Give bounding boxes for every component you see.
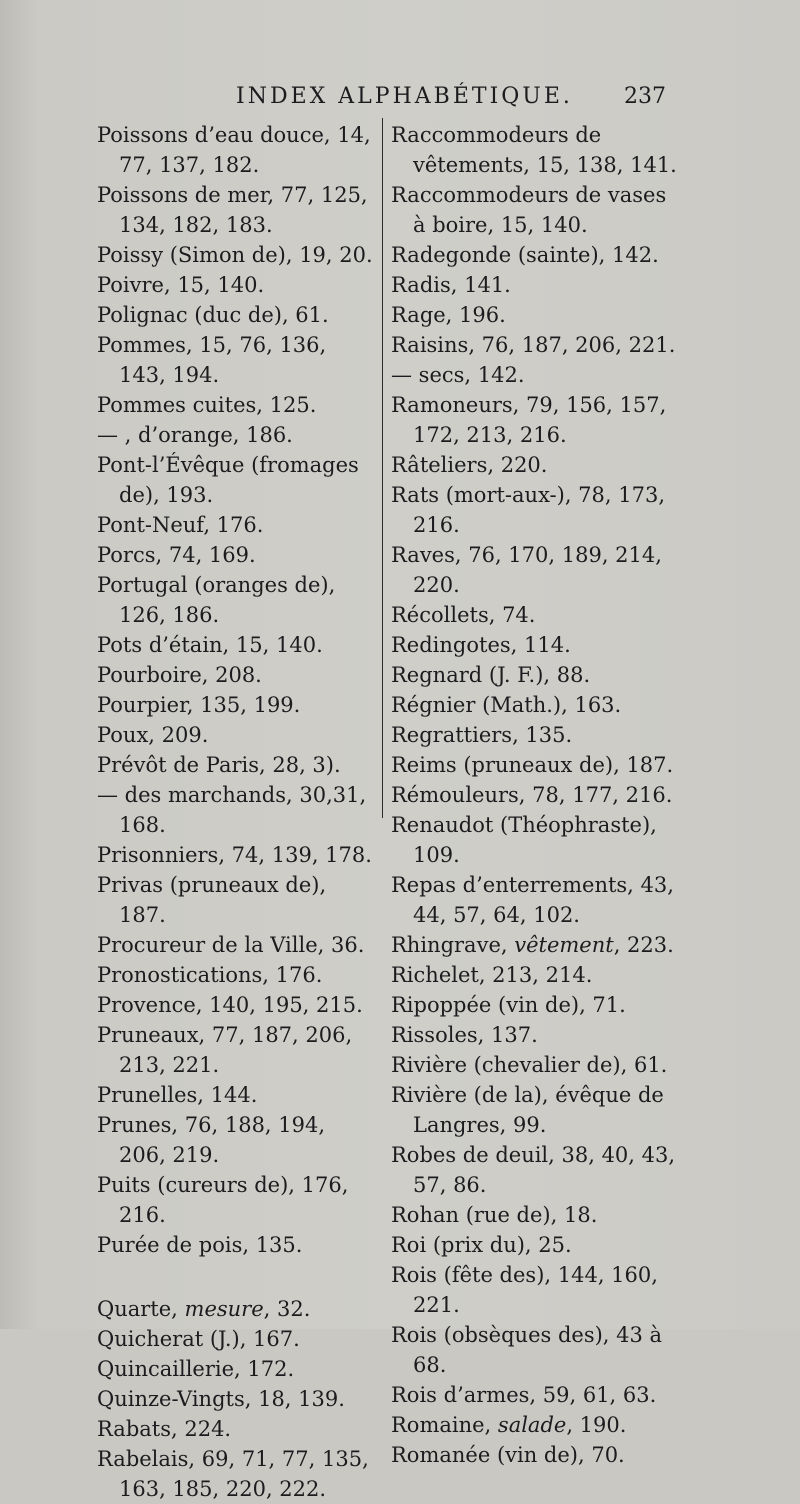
index-entry: Porcs, 74, 169. bbox=[97, 543, 256, 567]
left-column bbox=[97, 120, 375, 1504]
entry-tail: , 223. bbox=[613, 933, 674, 957]
index-entry: Prévôt de Paris, 28, 3). bbox=[97, 753, 341, 777]
index-entry: Renaudot (Théophraste), 109. bbox=[391, 813, 657, 867]
index-entry: Polignac (duc de), 61. bbox=[97, 303, 329, 327]
index-entry: Poivre, 15, 140. bbox=[97, 273, 265, 297]
index-entry: Rage, 196. bbox=[391, 303, 506, 327]
index-entry: Privas (pruneaux de), 187. bbox=[97, 873, 327, 927]
index-entry: Râteliers, 220. bbox=[391, 453, 548, 477]
index-entry: Radegonde (sainte), 142. bbox=[391, 243, 659, 267]
index-entry: Pont-l’Évêque (fromages de), 193. bbox=[97, 453, 359, 507]
index-entry: Quicherat (J.), 167. bbox=[97, 1327, 300, 1351]
index-entry: Pommes, 15, 76, 136, 143, 194. bbox=[97, 333, 327, 387]
column-divider bbox=[382, 118, 383, 818]
index-entry: Raccommodeurs de vêtements, 15, 138, 141. bbox=[391, 123, 677, 177]
index-entry: Redingotes, 114. bbox=[391, 633, 571, 657]
right-column bbox=[391, 120, 681, 1470]
index-entry: Rémouleurs, 78, 177, 216. bbox=[391, 783, 673, 807]
index-entry: Regrattiers, 135. bbox=[391, 723, 573, 747]
index-entry: Pont-Neuf, 176. bbox=[97, 513, 264, 537]
index-entry: Poissons de mer, 77, 125, 134, 182, 183. bbox=[97, 183, 368, 237]
index-entry: Pruneaux, 77, 187, 206, 213, 221. bbox=[97, 1023, 353, 1077]
index-entry: Prisonniers, 74, 139, 178. bbox=[97, 843, 372, 867]
index-entry: Rissoles, 137. bbox=[391, 1023, 538, 1047]
entry-tail: , 32. bbox=[263, 1297, 311, 1321]
entry-italic: salade bbox=[497, 1413, 567, 1437]
index-entry: Rabats, 224. bbox=[97, 1417, 232, 1441]
index-title: INDEX ALPHABÉTIQUE. bbox=[236, 84, 573, 109]
index-entry: Rivière (chevalier de), 61. bbox=[391, 1053, 668, 1077]
index-entry: Rats (mort-aux-), 78, 173, 216. bbox=[391, 483, 666, 537]
index-entry: Repas d’enterrements, 43, 44, 57, 64, 102. bbox=[391, 873, 674, 927]
index-entry bbox=[391, 1410, 681, 1440]
index-entry: Récollets, 74. bbox=[391, 603, 536, 627]
index-entry: Poissons d’eau douce, 14, 77, 137, 182. bbox=[97, 123, 371, 177]
index-entry: Régnier (Math.), 163. bbox=[391, 693, 622, 717]
index-entry: Purée de pois, 135. bbox=[97, 1233, 303, 1257]
index-entry: Ramoneurs, 79, 156, 157, 172, 213, 216. bbox=[391, 393, 667, 447]
index-entry: Pots d’étain, 15, 140. bbox=[97, 633, 323, 657]
index-entry: Rois (fête des), 144, 160, 221. bbox=[391, 1263, 658, 1317]
entry-head: Romaine, bbox=[391, 1413, 498, 1437]
index-entry: Ripoppée (vin de), 71. bbox=[391, 993, 626, 1017]
index-entry bbox=[97, 1294, 375, 1324]
index-entry: Portugal (oranges de), 126, 186. bbox=[97, 573, 336, 627]
running-header bbox=[236, 84, 666, 114]
entry-head: Rhingrave, bbox=[391, 933, 515, 957]
index-entry: Robes de deuil, 38, 40, 43, 57, 86. bbox=[391, 1143, 676, 1197]
index-entry: Procureur de la Ville, 36. bbox=[97, 933, 365, 957]
index-entry: Puits (cureurs de), 176, 216. bbox=[97, 1173, 349, 1227]
index-entry: Prunes, 76, 188, 194, 206, 219. bbox=[97, 1113, 326, 1167]
index-entry: — secs, 142. bbox=[391, 363, 525, 387]
index-entry: Quincaillerie, 172. bbox=[97, 1357, 295, 1381]
index-entry: Rois d’armes, 59, 61, 63. bbox=[391, 1383, 657, 1407]
index-entry: Pommes cuites, 125. bbox=[97, 393, 317, 417]
entry-tail: , 190. bbox=[566, 1413, 627, 1437]
index-entry bbox=[391, 930, 681, 960]
entry-head: Quarte, bbox=[97, 1297, 185, 1321]
entry-italic: vêtement bbox=[514, 933, 614, 957]
index-entry: Poissy (Simon de), 19, 20. bbox=[97, 243, 373, 267]
index-entry: Provence, 140, 195, 215. bbox=[97, 993, 363, 1017]
index-entry: Raisins, 76, 187, 206, 221. bbox=[391, 333, 676, 357]
page-number: 237 bbox=[624, 84, 666, 109]
index-entry: — , d’orange, 186. bbox=[97, 423, 293, 447]
index-entry: Pourpier, 135, 199. bbox=[97, 693, 301, 717]
index-entry: — des marchands, 30,31, 168. bbox=[97, 783, 367, 837]
index-entry: Pourboire, 208. bbox=[97, 663, 262, 687]
index-entry: Roi (prix du), 25. bbox=[391, 1233, 572, 1257]
index-entry: Rohan (rue de), 18. bbox=[391, 1203, 598, 1227]
index-entry: Reims (pruneaux de), 187. bbox=[391, 753, 674, 777]
index-entry: Rois (obsèques des), 43 à 68. bbox=[391, 1323, 663, 1377]
index-entry: Richelet, 213, 214. bbox=[391, 963, 593, 987]
index-entry: Poux, 209. bbox=[97, 723, 209, 747]
index-entry: Rabelais, 69, 71, 77, 135, 163, 185, 220, 222. bbox=[97, 1447, 369, 1501]
index-entry: Quinze-Vingts, 18, 139. bbox=[97, 1387, 345, 1411]
index-entry: Pronostications, 176. bbox=[97, 963, 323, 987]
index-entry: Radis, 141. bbox=[391, 273, 511, 297]
index-entry: Regnard (J. F.), 88. bbox=[391, 663, 591, 687]
section-gap bbox=[97, 1260, 375, 1294]
index-entry: Rivière (de la), évêque de Langres, 99. bbox=[391, 1083, 664, 1137]
index-entry: Raves, 76, 170, 189, 214, 220. bbox=[391, 543, 662, 597]
index-entry: Romanée (vin de), 70. bbox=[391, 1443, 625, 1467]
entry-italic: mesure bbox=[184, 1297, 264, 1321]
index-entry: Raccommodeurs de vases à boire, 15, 140. bbox=[391, 183, 667, 237]
index-entry: Prunelles, 144. bbox=[97, 1083, 258, 1107]
